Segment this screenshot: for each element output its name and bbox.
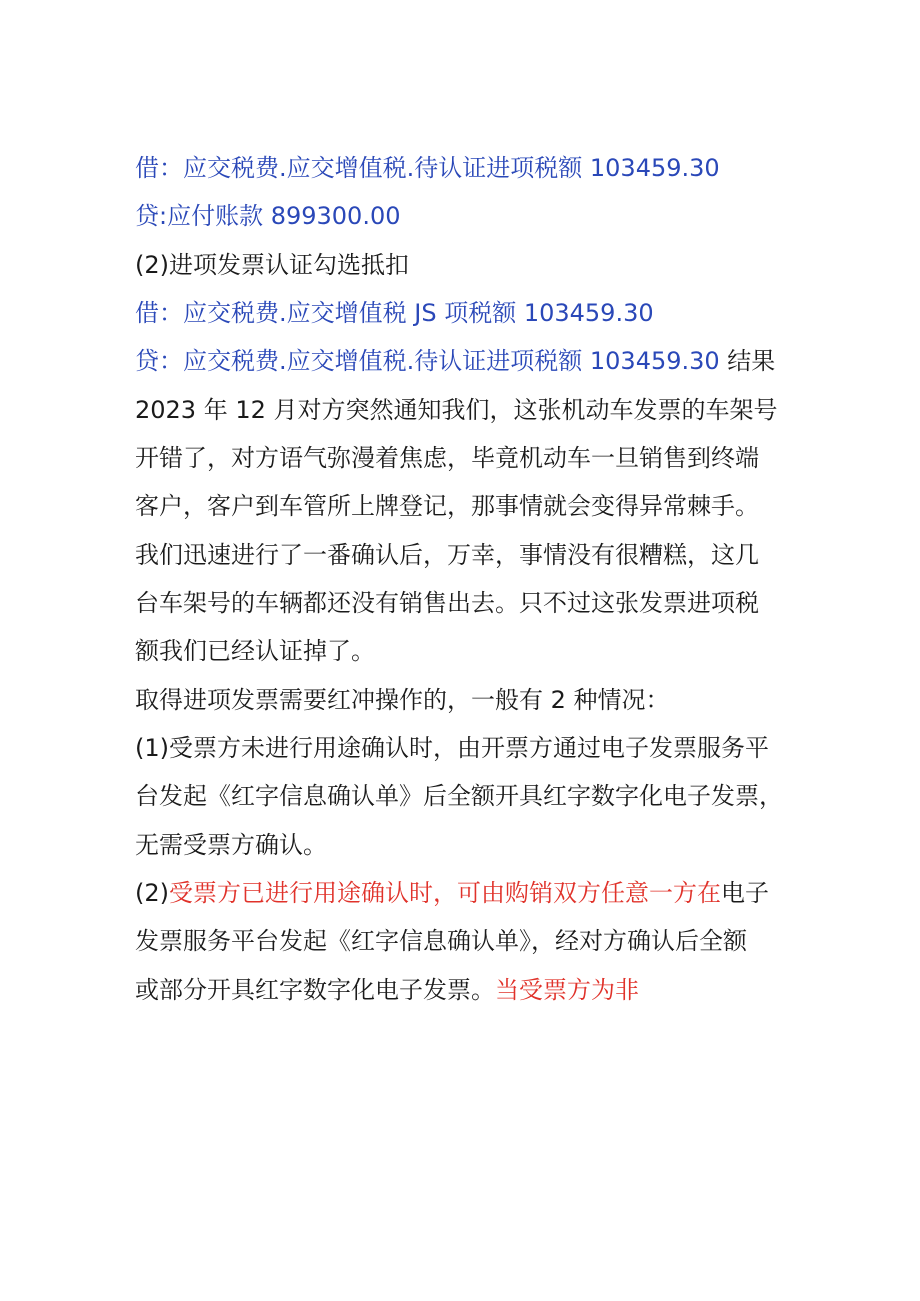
story-line-5: 我们迅速进行了一番确认后，万幸，事情没有很糟糕，这几 xyxy=(135,541,759,569)
story-line-2: 2023 年 12 月对方突然通知我们，这张机动车发票的车架号 xyxy=(135,396,778,424)
case-2-line-3-highlight: 当受票方为非 xyxy=(495,976,639,1004)
step-2-heading xyxy=(135,250,409,280)
case-2-prefix: (2) xyxy=(135,879,169,907)
debit-entry-2-text: 借：应交税费.应交增值税 JS 项税额 103459.30 xyxy=(135,299,654,327)
case-2-line-2: 发票服务平台发起《红字信息确认单》，经对方确认后全额 xyxy=(135,927,747,955)
case-1-line xyxy=(135,830,327,860)
story-line-4: 客户，客户到车管所上牌登记，那事情就会变得异常棘手。 xyxy=(135,492,759,520)
story-paragraph-line xyxy=(135,443,759,473)
case-1-line-1: (1)受票方未进行用途确认时，由开票方通过电子发票服务平 xyxy=(135,734,769,762)
story-line-3: 开错了，对方语气弥漫着焦虑，毕竟机动车一旦销售到终端 xyxy=(135,444,759,472)
case-2-line xyxy=(135,926,747,956)
case-2-line-3-plain: 或部分开具红字数字化电子发票。 xyxy=(135,976,495,1004)
story-paragraph-line xyxy=(135,588,759,618)
credit-entry-text: 贷:应付账款 899300.00 xyxy=(135,202,401,230)
credit-entry-pending-input-tax xyxy=(135,346,775,376)
story-paragraph-line xyxy=(135,540,759,570)
debit-entry-input-tax xyxy=(135,298,654,328)
case-1-line-3: 无需受票方确认。 xyxy=(135,831,327,859)
case-2-line xyxy=(135,878,769,908)
story-line-7: 额我们已经认证掉了。 xyxy=(135,637,375,665)
debit-entry-pending-input-tax xyxy=(135,153,720,183)
credit-entry-2-text: 贷：应交税费.应交增值税.待认证进项税额 103459.30 xyxy=(135,347,720,375)
case-2-line xyxy=(135,975,639,1005)
step-2-heading-text: (2)进项发票认证勾选抵扣 xyxy=(135,251,409,279)
case-1-line xyxy=(135,733,769,763)
story-paragraph-line xyxy=(135,491,759,521)
cases-intro-text: 取得进项发票需要红冲操作的，一般有 2 种情况： xyxy=(135,686,670,714)
story-paragraph-line xyxy=(135,395,778,425)
case-1-line-2: 台发起《红字信息确认单》后全额开具红字数字化电子发票， xyxy=(135,782,783,810)
case-2-line-1-tail: 电子 xyxy=(721,879,769,907)
debit-entry-text: 借：应交税费.应交增值税.待认证进项税额 103459.30 xyxy=(135,154,720,182)
story-line-6: 台车架号的车辆都还没有销售出去。只不过这张发票进项税 xyxy=(135,589,759,617)
story-paragraph-line xyxy=(135,636,375,666)
cases-intro xyxy=(135,685,670,715)
case-2-highlight: 受票方已进行用途确认时，可由购销双方任意一方在 xyxy=(169,879,721,907)
case-1-line xyxy=(135,781,783,811)
story-lead-in: 结果 xyxy=(719,347,776,375)
credit-entry-accounts-payable xyxy=(135,201,401,231)
